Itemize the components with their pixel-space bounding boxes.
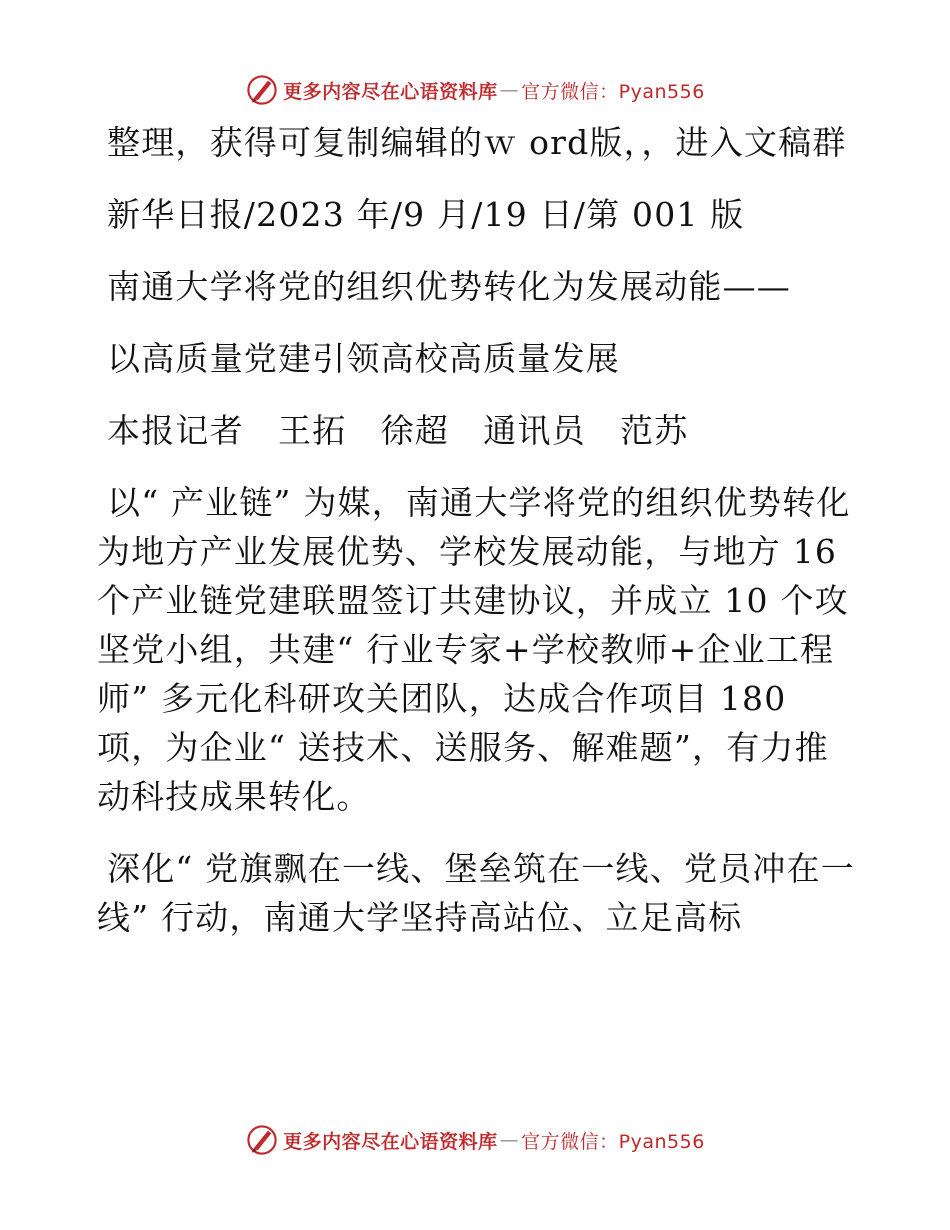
quill-pen-logo-icon [245, 1123, 279, 1157]
header-watermark [0, 70, 950, 110]
watermark-separator: — [499, 79, 520, 101]
paragraph-body-2: 深化“ 党旗飘在一线、堡垒筑在一线、党员冲在一线” 行动，南通大学坚持高站位、立足高标 [97, 849, 855, 937]
paragraph-body-1: 以“ 产业链” 为媒，南通大学将党的组织优势转化为地方产业发展优势、学校发展动能，与地方 16 个产业链党建联盟签订共建协议，并成立 10 个攻坚党小组，共建“ 行业专家+学校教师+企业工程师” 多元化科研攻关团队，达成合作项目 180 项，为企业“ 送技术、送服务、解难题”，有力推动科技成果转化。 [97, 483, 851, 816]
watermark-text: 更多内容尽在心语资料库 [283, 1130, 498, 1153]
quill-pen-logo-icon [245, 73, 279, 107]
watermark-text: 更多内容尽在心语资料库 [283, 80, 498, 103]
paragraph-subheadline: 以高质量党建引领高校高质量发展 [107, 339, 620, 378]
document-body [97, 118, 857, 965]
watermark-account: 官方微信：Pyan556 [521, 80, 705, 103]
paragraph-intro: 整理，获得可复制编辑的ｗ ord版，，进入文稿群 [107, 123, 847, 162]
paragraph-byline: 本报记者 王拓 徐超 通讯员 范苏 [107, 411, 689, 450]
paragraph-source: 新华日报/2023 年/9 月/19 日/第 001 版 [107, 195, 745, 234]
paragraph-headline: 南通大学将党的组织优势转化为发展动能—— [107, 267, 791, 306]
watermark-separator: — [499, 1129, 520, 1151]
footer-watermark [0, 1120, 950, 1160]
watermark-account: 官方微信：Pyan556 [521, 1130, 705, 1153]
